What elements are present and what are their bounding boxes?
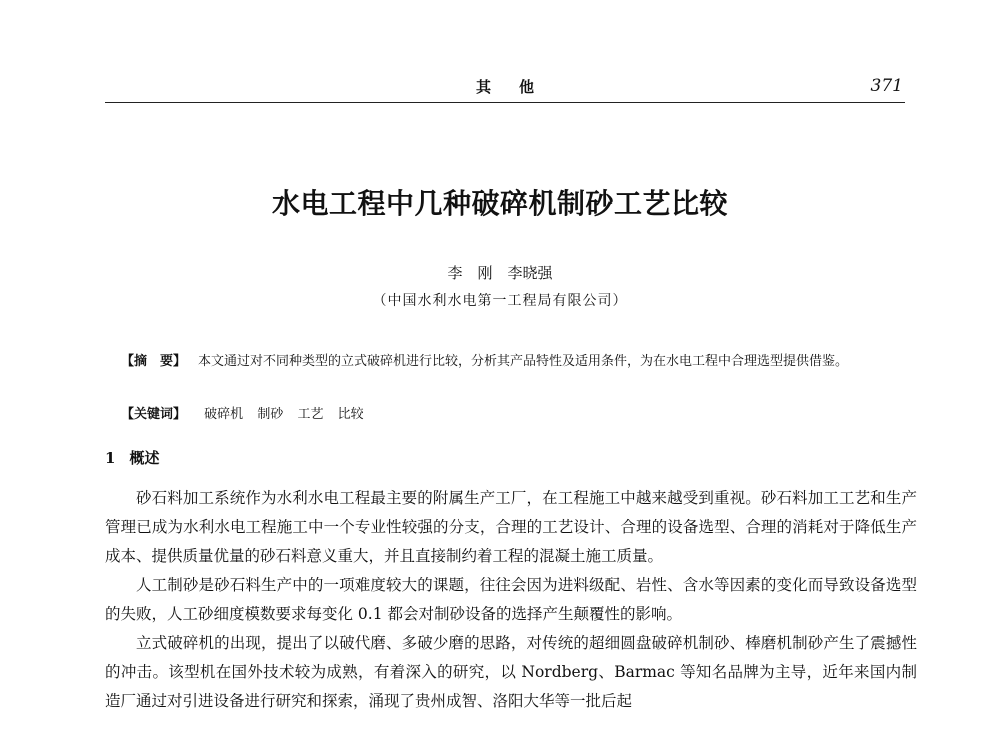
abstract-label: 【摘 要】	[121, 354, 187, 369]
keyword: 工艺	[297, 407, 324, 422]
abstract-text: 本文通过对不同种类型的立式破碎机进行比较，分析其产品特性及适用条件，为在水电工程中合理选型提供借鉴。	[198, 354, 849, 369]
keyword: 制砂	[257, 407, 284, 422]
paper-title: 水电工程中几种破碎机制砂工艺比较	[271, 187, 728, 220]
section-number: 1	[105, 449, 116, 467]
section-heading	[105, 447, 159, 468]
abstract	[121, 350, 891, 373]
keywords-label: 【关键词】	[121, 407, 187, 422]
affiliation: （中国水利水电第一工程局有限公司）	[372, 293, 628, 309]
running-header	[105, 74, 905, 103]
keywords	[121, 403, 364, 422]
page-number: 371	[870, 76, 903, 96]
body-text	[105, 484, 917, 716]
section-title: 概述	[129, 449, 160, 467]
section-name: 其他	[475, 78, 562, 96]
keyword: 比较	[337, 407, 364, 422]
authors: 李 刚 李晓强	[447, 264, 553, 282]
paragraph: 砂石料加工系统作为水利水电工程最主要的附属生产工厂，在工程施工中越来越受到重视。砂石料加工工艺和生产管理已成为水利水电工程施工中一个专业性较强的分支，合理的工艺设计、合理的设备选型、合理的消耗对于降低生产成本、提供质量优量的砂石料意义重大，并且直接制约着工程的混凝土施工质量。	[105, 489, 917, 565]
keyword: 破碎机	[204, 407, 244, 422]
paragraph: 立式破碎机的出现，提出了以破代磨、多破少磨的思路，对传统的超细圆盘破碎机制砂、棒磨机制砂产生了震撼性的冲击。该型机在国外技术较为成熟，有着深入的研究，以 Nordberg、Barmac 等知名品牌为主导，近年来国内制造厂通过对引进设备进行研究和探索，涌现了贵州成智、洛阳大华等一批后起	[105, 634, 917, 710]
paragraph: 人工制砂是砂石料生产中的一项难度较大的课题，往往会因为进料级配、岩性、含水等因素的变化而导致设备选型的失败，人工砂细度模数要求每变化 0.1 都会对制砂设备的选择产生颠覆性的影响。	[105, 576, 917, 623]
